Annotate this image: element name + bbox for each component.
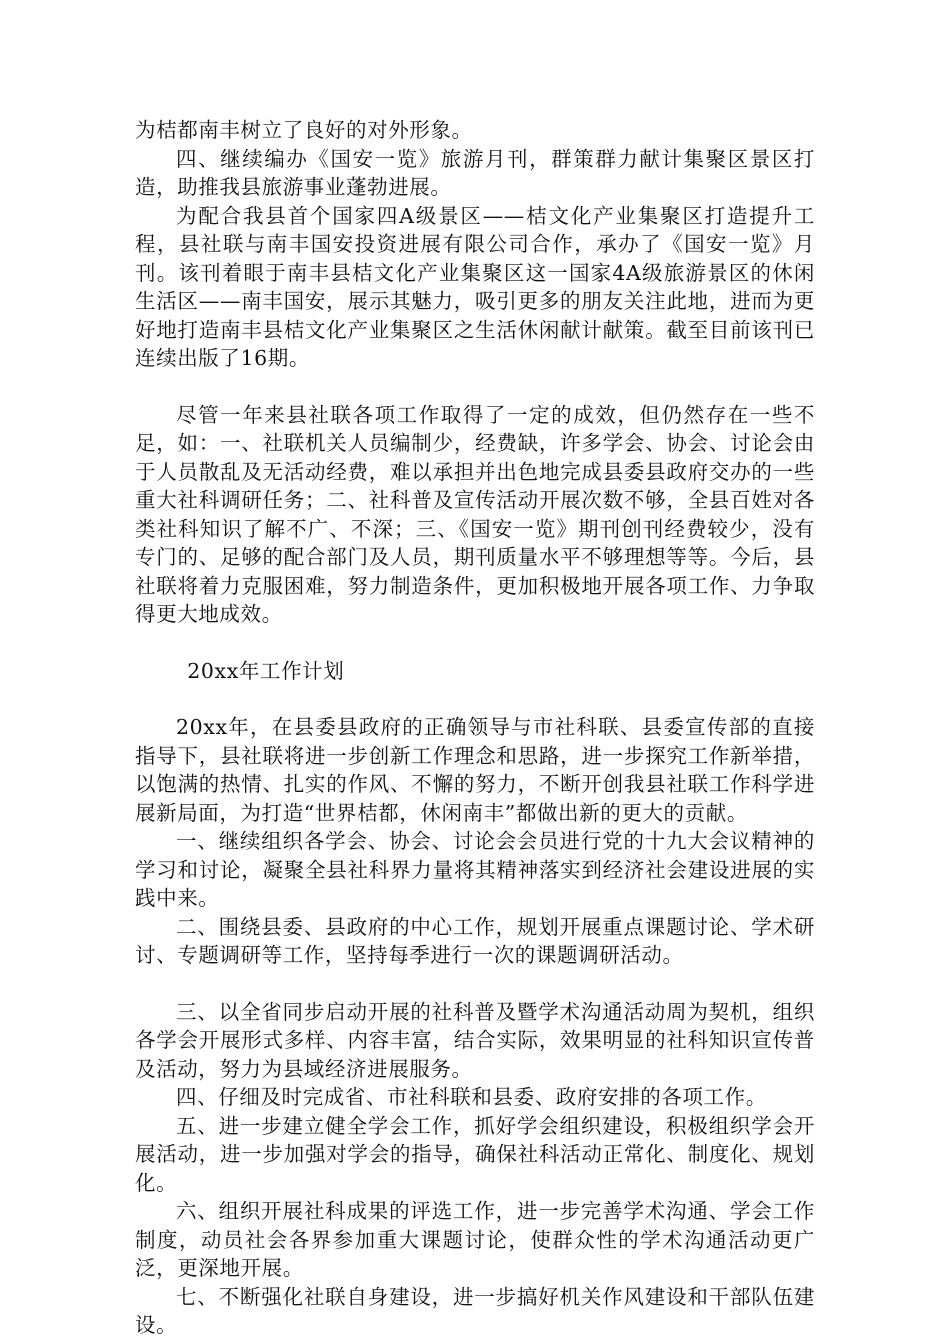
plan-item: 三、以全省同步启动开展的社科普及暨学术沟通活动周为契机，组织各学会开展形式多样、内容丰富，结合实际，效果明显的社科知识宣传普及活动，努力为县域经济进展服务。 — [135, 999, 815, 1081]
plan-item: 六、组织开展社科成果的评选工作，进一步完善学术沟通、学会工作制度，动员社会各界参加重大课题讨论，使群众性的学术沟通活动更广泛，更深地开展。 — [135, 1199, 815, 1280]
paragraph-spacer — [135, 629, 815, 657]
plan-item: 二、围绕县委、县政府的中心工作，规划开展重点课题讨论、学术研讨、专题调研等工作，坚持每季进行一次的课题调研活动。 — [135, 914, 815, 967]
paragraph-spacer — [135, 373, 815, 401]
paragraph-spacer — [135, 685, 815, 713]
document-body — [135, 116, 815, 1340]
plan-item: 五、进一步建立健全学会工作，抓好学会组织建设，积极组织学会开展活动，进一步加强对学会的指导，确保社科活动正常化、制度化、规划化。 — [135, 1113, 815, 1195]
paragraph-summary: 尽管一年来县社联各项工作取得了一定的成效，但仍然存在一些不足，如：一、社联机关人员编制少，经费缺，许多学会、协会、讨论会由于人员散乱及无活动经费，难以承担并出色地完成县委县政府交办的一些重大社科调研任务；二、社科普及宣传活动开展次数不够，全县百姓对各类社科知识了解不广、不深；三、《国安一览》期刊创刊经费较少，没有专门的、足够的配合部门及人员，期刊质量水平不够理想等等。今后，县社联将着力克服困难，努力制造条件，更加积极地开展各项工作、力争取得更大地成效。 — [135, 402, 815, 626]
section-heading-plan: 20xx年工作计划 — [187, 658, 345, 683]
paragraph-plan-intro: 20xx年，在县委县政府的正确领导与市社科联、县委宣传部的直接指导下，县社联将进一步创新工作理念和思路，进一步探究工作新举措，以饱满的热情、扎实的作风、不懈的努力，不断开创我县社联工作科学进展新局面，为打造“世界桔都，休闲南丰”都做出新的更大的贡献。 — [135, 715, 815, 825]
paragraph-continuation: 为桔都南丰树立了良好的对外形象。 — [135, 118, 473, 142]
paragraph-item-four: 四、继续编办《国安一览》旅游月刊，群策群力献计集聚区景区打造，助推我县旅游事业蓬勃进展。 — [135, 146, 815, 199]
plan-item: 四、仔细及时完成省、市社科联和县委、政府安排的各项工作。 — [176, 1085, 767, 1109]
plan-item: 一、继续组织各学会、协会、讨论会会员进行党的十九大会议精神的学习和讨论，凝聚全县社科界力量将其精神落实到经济社会建设进展的实践中来。 — [135, 829, 815, 910]
paragraph-guoan-monthly: 为配合我县首个国家四A级景区——桔文化产业集聚区打造提升工程，县社联与南丰国安投资进展有限公司合作，承办了《国安一览》月刊。该刊着眼于南丰县桔文化产业集聚区这一国家4A级旅游景区的休闲生活区——南丰国安，展示其魅力，吸引更多的朋友关注此地，进而为更好地打造南丰县桔文化产业集聚区之生活休闲献计献策。截至目前该刊已连续出版了16期。 — [135, 203, 815, 370]
paragraph-spacer — [135, 970, 815, 998]
plan-item: 七、不断强化社联自身建设，进一步搞好机关作风建设和干部队伍建设。 — [135, 1284, 815, 1337]
